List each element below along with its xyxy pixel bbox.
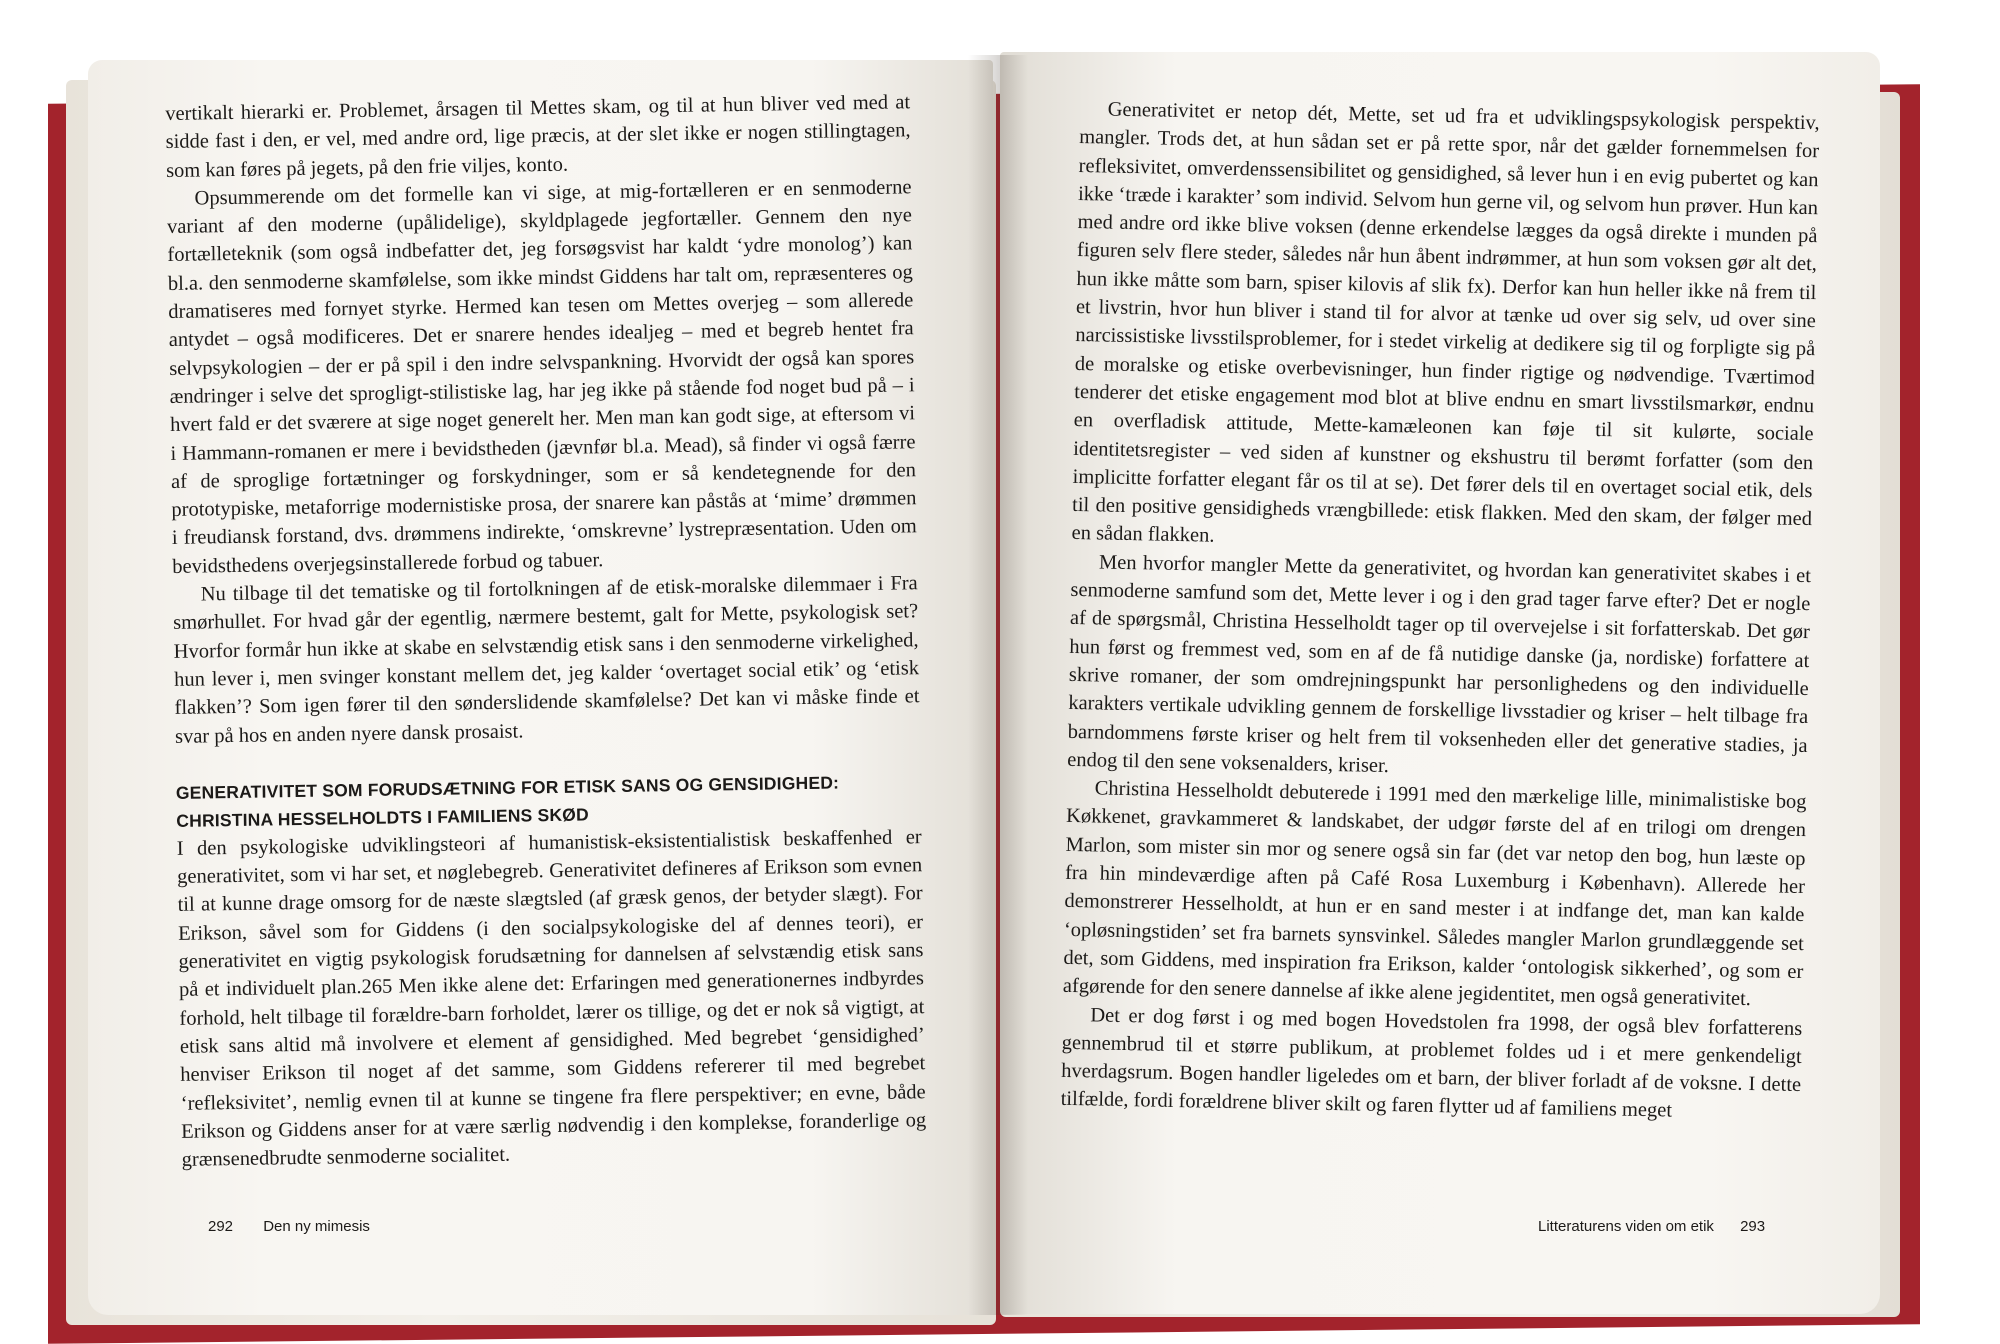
paragraph: I den psykologiske udviklingsteori af humanistisk-eksistentialistisk beskaffenhed er generativitet, som vi har set, et nøglebegreb. Generativitet defineres af Erikson som evnen til at kunne drage omsorg for de næste slægtsled (af græsk genos, der betyder slægt). For Erikson, såvel som for Giddens (i den socialpsykologiske del af dennes teori), er generativitet en vigtig psykologisk forudsætning for dannelsen af selvstændig etisk sans på et individuelt plan.265 Men ikke alene det: Erfaringen med generationernes indbyrdes forhold, helt tilbage til forældre-barn forholdet, lærer os tillige, og det er nok så vigtigt, at etisk sans altid må involvere et element af gensidighed. Med begrebet ‘gensidighed’ henviser Erikson til noget af det samme, som Giddens refererer til med begrebet ‘refleksivitet’, nemlig evnen til at kunne se tingene fra flere perspektiver; en evne, både Erikson og Giddens anser for at være særlig nødvendig i den komplekse, foranderlige og grænsenedbrudte senmoderne socialitet. (176, 826, 927, 1171)
page-number: 293 (1740, 1218, 1766, 1235)
section-heading-line: CHRISTINA HESSELHOLDTS I FAMILIENS SKØD (176, 804, 590, 831)
paragraph: Men hvorfor mangler Mette da generativitet, og hvordan kan generativitet skabes i et senmoderne samfund som det, Mette lever i og i den grad tager farve efter? Det er nogle af de spørgsmål, Christina Hesselholdt tager op til overvejelse i sit forfatterskab. Det gør hun først og fremmest ved, som en af de få nutidige danske (ja, nordiske) forfattere at skrive romaner, der som omdrejningspunkt har personlighedens og den individuelle karakters vertikale udvikling gennem de forskellige livsstadier og kriser – helt tilbage fra barndommens første kriser og helt frem til voksenheden eller det generative stadies, ja endog til den sene voksenalders, kriser. (1067, 551, 1812, 777)
right-page-footer (1538, 1218, 1765, 1235)
book-gutter (968, 55, 1028, 1315)
running-title: Litteraturens viden om etik (1538, 1218, 1714, 1235)
paragraph: Christina Hesselholdt debuterede i 1991 med den mærkelige lille, minimalistiske bog Køkkenet, gravkammeret & landskabet, der udgør første del af en trilogi om drengen Marlon, som mister sin mor og senere også sin far (det var netop den bog, hun læste op fra hin mindeværdige aften på Café Rosa Luxemburg i København). Allerede her demonstrerer Hesselholdt, at hun er en sand mester i at indfange det, man kan kalde ‘opløsningstiden’ set fra barnets synsvinkel. Således mangler Marlon grundlæggende set det, som Giddens, med inspiration fra Erikson, kalder ‘ontologisk sikkerhed’, og som er afgørende for den senere dannelse af ikke alene jegidentitet, men også generativitet. (1062, 777, 1807, 1011)
left-page-text (165, 88, 927, 1174)
page-number: 292 (208, 1218, 234, 1235)
paragraph: Nu tilbage til det tematiske og til fortolkningen af de etisk-moralske dilemmaer i Fra smørhullet. For hvad går der egentlig, nærmere bestemt, galt for Mette, psykologisk set? Hvorfor formår hun ikke at skabe en selvstændig etisk sans i den senmoderne virkelighed, hun lever i, men svinger konstant mellem det, jeg kalder ‘overtaget social etik’ og ‘etisk flakken’? Som igen fører til den sønderslidende skamfølelse? Det kan vi måske finde et svar på hos en anden nyere dansk prosaist. (173, 572, 920, 748)
right-page-text (1060, 95, 1819, 1128)
paragraph: Generativitet er netop dét, Mette, set ud fra et udviklingspsykologisk perspektiv, mangler. Trods det, at hun sådan set er på rette spor, når det gælder fornemmelsen for refleksivitet, omverdenssensibilitet og gensidighed, så lever hun i en evig pubertet og kan ikke ‘træde i karakter’ som individ. Selvom hun gerne vil, og selvom hun prøver. Hun kan med andre ord ikke blive voksen (denne erkendelse lægges da også direkte i munden på figuren selv flere steder, således når hun åbent indrømmer, at hun som voksen gør alt det, hun ikke måtte som barn, spiser kilovis af slik fx). Derfor kan hun heller ikke nå frem til et livstrin, hvor hun bliver i stand til for alvor at tænke ud over sig selv, ud over sine narcissistiske livsstilsproblemer, for i stedet virkelig at dedikere sig til og forpligte sig på de moralske og etiske overbevisninger, hun finder rigtige og nødvendige. Tværtimod tenderer det etiske engagement mod blot at blive endnu en smart livsstilsmarkør, endnu en overfladisk attitude, Mette-kamæleonen kan føje til sit kulørte, sociale identitetsregister – ved siden af kunstner og ekshustru til berømt forfatter (som den implicitte forfatter elegant får os til at se). Det fører dels til en overtaget social etik, dels til den positive gensidigheds vrængbillede: etisk flakken. Med den skam, der følger med en sådan flakken. (1071, 98, 1820, 548)
left-page-footer (208, 1218, 370, 1235)
paragraph: Opsummerende om det formelle kan vi sige, at mig-fortælleren er en senmoderne variant af den moderne (upålidelige), skyldplagede jegfortæller. Gennem den nye fortælleteknik (som også indbefatter det, jeg forsøgsvist har kaldt ‘ydre monolog’) kan bl.a. den senmoderne skamfølelse, som ikke mindst Giddens har talt om, repræsenteres og dramatiseres med fornyet styrke. Hermed kan tesen om Mettes overjeg – som allerede antydet – også modificeres. Det er snarere hendes idealjeg – med et begreb hentet fra selvpsykologien – der er på spil i den indre selvspankning. Hvorvidt der også kan spores ændringer i selve det sprogligt-stilistiske lag, har jeg ikke på stående fod noget bud på – i hvert fald er det sværere at sige noget generelt her. Men man kan godt sige, at eftersom vi i Hammann-romanen er mere i bevidstheden (jævnfør bl.a. Mead), så finder vi også færre af de sproglige fortætninger og forskydninger, som er så kendetegnende for den prototypiske, metaforrige modernistiske prosa, der snarere kan påstås at ‘mime’ drømmen i freudiansk forstand, dvs. drømmens indirekte, ‘omskrevne’ lystrepræsentation. Uden om bevidsthedens overjegsinstallerede forbud og tabuer. (166, 176, 917, 578)
running-title: Den ny mimesis (263, 1218, 370, 1235)
section-heading-line: GENERATIVITET SOM FORUDSÆTNING FOR ETISK SANS OG GENSIDIGHED: (175, 772, 840, 803)
paragraph: vertikalt hierarki er. Problemet, årsagen til Mettes skam, og til at hun bliver ved med at sidde fast i den, er vel, med andre ord, lige præcis, at der slet ikke er nogen stillingtagen, som kan føres på jegets, på den frie viljes, konto. (165, 91, 911, 182)
paragraph: Det er dog først i og med bogen Hovedstolen fra 1998, der også blev forfatterens gennembrud til et større publikum, at problemet foldes ud i et mere genkendeligt hverdagsrum. Bogen handler ligeledes om et barn, der bliver forladt af de voksne. I dette tilfælde, fordi forældrene bliver skilt og faren flytter ud af familiens meget (1060, 1003, 1803, 1122)
